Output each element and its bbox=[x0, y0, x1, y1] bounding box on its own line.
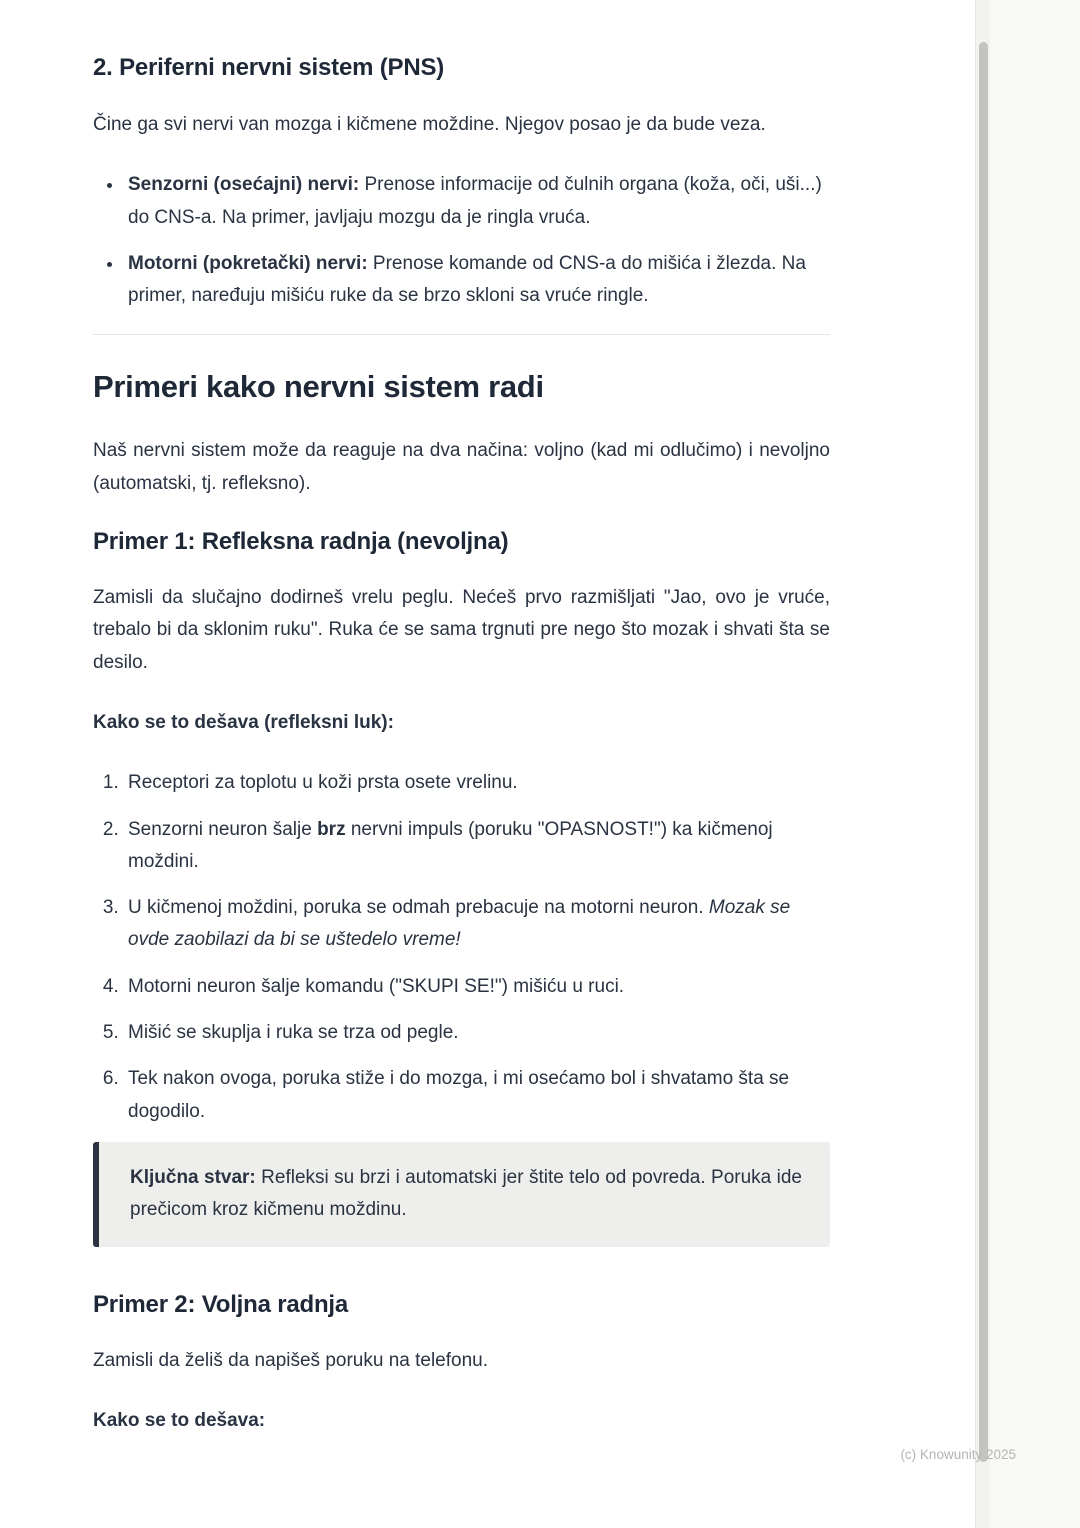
heading-pns: 2. Periferni nervni sistem (PNS) bbox=[93, 54, 445, 81]
primer1-steps-label: Kako se to dešava (refleksni luk): bbox=[93, 711, 394, 733]
reflex-step-3: 3. U kičmenoj moždini, poruka se odmah prebacuje na motorni neuron. Mozak se ovde zaobilazi da bi se uštedelo vreme! bbox=[124, 892, 830, 957]
key-point-callout bbox=[93, 1142, 830, 1247]
copyright-watermark: (c) Knowunity 2025 bbox=[900, 1447, 1016, 1462]
reflex-step-1: 1. Receptori za toplotu u koži prsta osete vrelinu. bbox=[124, 767, 830, 799]
reflex-step-2: 2. Senzorni neuron šalje brz nervni impuls (poruku "OPASNOST!") ka kičmenoj moždini. bbox=[124, 814, 830, 879]
reflex-step-4: 4. Motorni neuron šalje komandu ("SKUPI SE!") mišiću u ruci. bbox=[124, 971, 830, 1003]
pns-intro-paragraph: Čine ga svi nervi van mozga i kičmene moždine. Njegov posao je da bude veza. bbox=[93, 114, 766, 135]
document-content bbox=[93, 54, 830, 1437]
reflex-step-5: 5. Mišić se skuplja i ruka se trza od pegle. bbox=[124, 1017, 830, 1049]
reflex-arc-step-list bbox=[93, 767, 830, 1128]
heading-primer-1: Primer 1: Refleksna radnja (nevoljna) bbox=[93, 528, 509, 556]
viewer-gutter bbox=[990, 0, 1080, 1528]
page-title-primeri: Primeri kako nervni sistem radi bbox=[93, 369, 544, 405]
section-divider bbox=[93, 334, 830, 335]
scrollbar-thumb[interactable] bbox=[979, 42, 988, 1462]
primer2-steps-label: Kako se to dešava: bbox=[93, 1409, 266, 1431]
primer1-intro-paragraph: Zamisli da slučajno dodirneš vrelu peglu. Nećeš prvo razmišljati "Jao, ovo je vruće, trebalo bi da sklonim ruku". Ruka će se sama trgnuti pre nego što mozak i shvati šta se desilo. bbox=[93, 587, 830, 673]
scrollbar-track[interactable] bbox=[975, 0, 990, 1528]
pns-bullet-list bbox=[93, 169, 830, 312]
bullet-item-motorni-nervi: • Motorni (pokretački) nervi: Prenose komande od CNS-a do mišića i žlezda. Na primer, naređuju mišiću ruke da se brzo skloni sa vruće ringle. bbox=[124, 248, 830, 313]
key-point-callout-text: Ključna stvar: Refleksi su brzi i automatski jer štite telo od povreda. Poruka ide prečicom kroz kičmenu moždinu. bbox=[130, 1166, 802, 1221]
primer2-intro-paragraph: Zamisli da želiš da napišeš poruku na telefonu. bbox=[93, 1349, 489, 1371]
examples-intro-paragraph: Naš nervni sistem može da reaguje na dva načina: voljno (kad mi odlučimo) i nevoljno (automatski, tj. refleksno). bbox=[93, 440, 830, 494]
reflex-step-6: 6. Tek nakon ovoga, poruka stiže i do mozga, i mi osećamo bol i shvatamo šta se dogodilo. bbox=[124, 1063, 830, 1128]
heading-primer-2: Primer 2: Voljna radnja bbox=[93, 1290, 349, 1318]
bullet-item-senzorni-nervi: • Senzorni (osećajni) nervi: Prenose informacije od čulnih organa (koža, oči, uši...) do CNS-a. Na primer, javljaju mozgu da je ringla vruća. bbox=[124, 169, 830, 234]
